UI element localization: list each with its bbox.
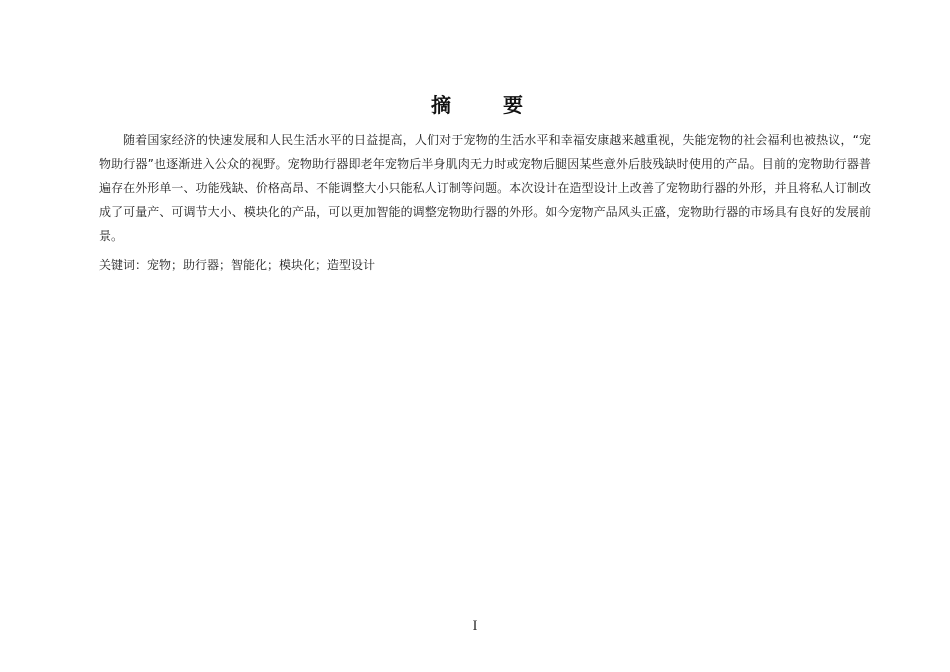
page-number: I <box>472 618 478 634</box>
abstract-paragraph: 随着国家经济的快速发展和人民生活水平的日益提高，人们对于宠物的生活水平和幸福安康越来越重视，失能宠物的社会福利也被热议，“宠物助行器”也逐渐进入公众的视野。宠物助行器即老年宠物后半身肌肉无力时或宠物后腿因某些意外后肢残缺时使用的产品。目前的宠物助行器普遍存在外形单一、功能残缺、价格高昂、不能调整大小只能私人订制等问题。本次设计在造型设计上改善了宠物助行器的外形，并且将私人订制改成了可量产、可调节大小、模块化的产品，可以更加智能的调整宠物助行器的外形。如今宠物产品风头正盛，宠物助行器的市场具有良好的发展前景。 <box>99 133 871 243</box>
keywords-line: 关键词：宠物；助行器；智能化；模块化；造型设计 <box>99 258 376 272</box>
abstract-title: 摘 要 <box>431 93 539 117</box>
